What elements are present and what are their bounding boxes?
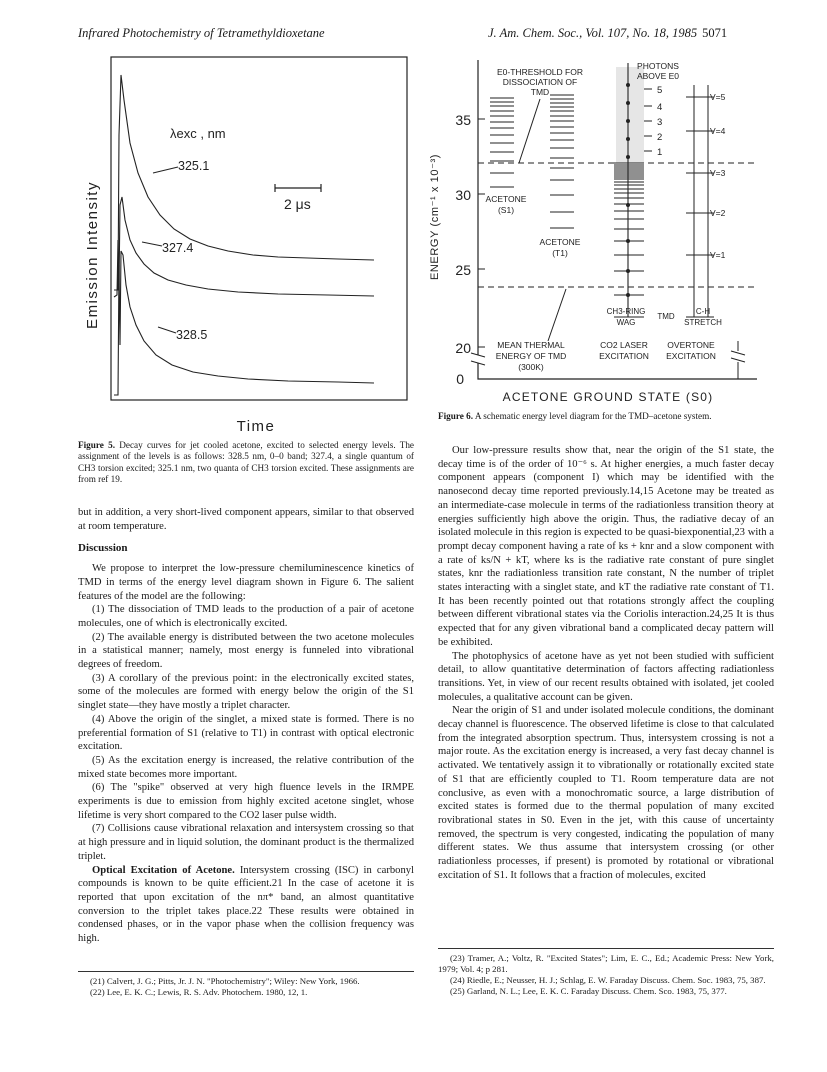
optical-excitation-paragraph (78, 864, 414, 946)
optical-excitation-heading: Optical Excitation of Acetone. (92, 864, 235, 876)
list-item: (4) Above the origin of the singlet, a mixed state is formed. There is no preferential formation of S1 (relative to T1) in contrast with optical electronic excitation. (78, 713, 414, 753)
fig6-vibrational-level-1: V=1 (710, 250, 726, 260)
reference-item: (21) Calvert, J. G.; Pitts, Jr. J. N. "Photochemistry"; Wiley: New York, 1966. (90, 976, 360, 986)
fig6-s1-levels (490, 98, 514, 187)
fig6-acetone-t1-state: (T1) (552, 248, 568, 258)
fig6-tick-label-0: 0 (456, 371, 464, 387)
reference-item: (22) Lee, E. K. C.; Lewis, R. S. Adv. Photochem. 1980, 12, 1. (90, 987, 308, 997)
discussion-heading: Discussion (78, 542, 128, 555)
figure-5-caption (78, 440, 414, 486)
fig6-t1-levels (550, 95, 574, 228)
fig6-ch-stretch-ladder (686, 85, 714, 317)
left-column-body (78, 506, 414, 946)
fig6-ch-label: C-H (695, 307, 711, 316)
reference-item: (24) Riedle, E.; Neusser, H. J.; Schlag, E. W. Faraday Discuss. Chem. Soc. 1983, 75, 387. (450, 975, 766, 985)
fig6-acetone-s1-state: (S1) (497, 205, 515, 215)
fig6-tick-label-20: 20 (455, 340, 471, 356)
fig5-label-arrow-325-1 (153, 167, 178, 173)
discussion-intro: We propose to interpret the low-pressure chemiluminescence kinetics of TMD in terms of the energy level diagram shown in Figure 6. The salient features of the model are the following: (78, 563, 414, 602)
list-item: (5) As the excitation energy is increased, the relative contribution of the mixed state becomes more important. (78, 754, 414, 780)
fig6-threshold-label-line3: TMD (530, 87, 550, 97)
fig6-photon-ticks (644, 89, 652, 151)
fig6-threshold-pointer (519, 99, 540, 163)
fig6-caption-label: Figure 6. (438, 411, 474, 421)
fig6-vibrational-level-4: V=4 (710, 126, 726, 136)
fig6-tick-label-30: 30 (455, 187, 471, 203)
fig6-stretch-label: STRETCH (684, 318, 722, 327)
paragraph: Our low-pressure results show that, near the origin of the S1 state, the decay time is of the order of 10⁻⁶ s. At higher energies, a much faster decay component appears (component I) which may be identified with the nanosecond decay time reported previously.14,15 Acetone may be treated as an intermediate-case molecule in terms of the radiationless transition theory at energies sufficiently high above the origin. Thus, the radiative decay of an isolated molecule in this region is expected to be quasi-biexponential,23 with a prompt decay component having a rate of ks + knr and a slow component with a rate of ks/N + kT, where ks is the radiative rate constant of pure singlet states, knr the radiationless transition rate constant, N the number of triplet states interacting with a singlet state, and kT the radiative rate constant of T1. It has been recently pointed out that rotations strongly affect the coupling between different vibrational states via the Coriolis interaction.24,25 It is thus expected that for any given vibrational band a complicated decay pattern will be exhibited. (438, 445, 774, 648)
figure-5-decay-curves (78, 55, 414, 440)
fig5-curve-label-327-4: 327.4 (162, 241, 194, 255)
fig6-ground-state-label: ACETONE GROUND STATE (S0) (502, 390, 714, 404)
fig6-tick-label-35: 35 (455, 112, 471, 128)
fig6-right-axis-break (731, 341, 745, 379)
reference-item: (23) Tramer, A.; Voltz, R. "Excited States"; Lim, E. C., Ed.; Academic Press: New York, 1979; Vol. 4; p 281. (438, 953, 774, 974)
fig5-label-arrow-327-4 (142, 242, 162, 246)
fig5-scale-bar-label: 2 μs (284, 196, 311, 212)
fig5-caption-label: Figure 5. (78, 440, 115, 450)
fig6-y-axis-label: ENERGY (cm⁻¹ x 10⁻³) (429, 153, 441, 281)
fig6-tmd-ladder (614, 63, 644, 317)
paragraph: Near the origin of S1 and under isolated molecule conditions, the dominant decay channel is fluorescence. The observed lifetime is close to that calculated from the integrated absorption spectrum. Thus, intersystem crossing is not a major route. As the excitation energy is increased, a very fast decay channel is activated. We tentatively assign it to vibrationally or rotationally excited state of S1 that are efficiently coupled to T1. Room temperature data are not conclusive, as even with a monochromatic source, a large distribution of excited states is formed due to the thermal population of many excited rovibrational states in S0. Even in the jet, with this cause of uncertainty removed, the spectrum is very congested, indicating the population of many different states. We thus assume that intersystem crossing (or other radiationless processes, if present) is promoted by rotational or vibrational excitation of S1. It follows that a fraction of molecules, excited (438, 705, 774, 881)
fig6-tick-label-25: 25 (455, 262, 471, 278)
left-footnote-rule (78, 971, 414, 972)
fig5-curve-label-328-5: 328.5 (176, 328, 208, 342)
fig5-plot-frame (111, 57, 407, 400)
fig6-vibrational-level-5: V=5 (710, 92, 726, 102)
fig6-ch3-ring-label: CH3-RING (606, 307, 646, 316)
optical-excitation-text: Intersystem crossing (ISC) in carbonyl compounds is known to be quite efficient.21 In the case of acetone it is reported that upon excitation of the nπ* band, an almost quantitative conversion to the triplet takes place.22 These results were obtained in condensed phases, or in the vapor phase when the collision frequency was high. (78, 864, 414, 945)
fig6-mean-thermal-label: MEAN THERMAL (497, 340, 565, 350)
running-title: Infrared Photochemistry of Tetramethyldioxetane (78, 26, 325, 40)
fig6-caption-text: A schematic energy level diagram for the TMD–acetone system. (474, 411, 712, 421)
fig5-curve-327-4 (114, 197, 374, 297)
fig6-co2-laser-label: CO2 LASER (600, 340, 648, 350)
fig6-photon-count-2: 2 (657, 132, 663, 143)
list-item: (7) Collisions cause vibrational relaxation and intersystem crossing so that at high pressure and in liquid solution, the dominant product is the thermalized triplet. (78, 823, 414, 862)
fig6-ch3-wag-label: WAG (616, 318, 636, 327)
fig6-overtone-label: OVERTONE (667, 340, 715, 350)
fig6-mean-thermal-temp: (300K) (518, 362, 544, 372)
fig5-legend-title: λexc , nm (170, 126, 226, 141)
reference-item: (25) Garland, N. L.; Lee, E. K. C. Faraday Discuss. Chem. Sco. 1983, 75, 377. (450, 986, 727, 996)
journal-citation (488, 26, 727, 41)
list-item: (3) A corollary of the previous point: in the electronically excited states, some of the molecules are formed with energy below the origin of the S1 singlet state—they have mostly a triplet character. (78, 672, 414, 712)
fig6-acetone-t1-label: ACETONE (539, 237, 581, 247)
figure-6-energy-diagram (418, 55, 774, 411)
fig5-x-axis-label: Time (236, 418, 276, 435)
fig6-photon-count-3: 3 (657, 117, 663, 128)
right-references (438, 953, 774, 997)
fig5-curve-325-1 (114, 75, 374, 290)
fig6-overtone-excitation-label: EXCITATION (666, 351, 716, 361)
left-references (78, 976, 414, 998)
continuation-paragraph: but in addition, a very short-lived component appears, similar to that observed at room temperature. (78, 507, 414, 532)
fig5-label-arrow-328-5 (158, 327, 176, 333)
journal-name: J. Am. Chem. Soc., Vol. 107, No. 18, 1985 (488, 26, 698, 40)
fig5-y-axis-label: Emission Intensity (84, 181, 101, 329)
fig6-photons-label-line2: ABOVE E0 (636, 71, 680, 81)
fig6-thermal-pointer (548, 289, 566, 341)
fig6-photons-label-line1: PHOTONS (637, 61, 679, 71)
fig6-acetone-s1-label: ACETONE (485, 194, 527, 204)
fig6-vibrational-level-3: V=3 (710, 168, 726, 178)
fig6-tmd-mode-label: TMD (657, 312, 675, 321)
list-item: (6) The "spike" observed at very high fluence levels in the IRMPE experiments is due to emission from highly excited acetone singlet, whose lifetime is very short compared to the CO2 laser pulse width. (78, 782, 414, 821)
page-number: 5071 (702, 26, 728, 40)
fig6-threshold-label-line2: DISSOCIATION OF (502, 77, 578, 87)
fig5-curve-label-325-1: 325.1 (178, 159, 210, 173)
fig6-axis-break (471, 353, 485, 365)
fig6-photon-count-4: 4 (657, 102, 663, 113)
fig6-photon-count-1: 1 (657, 147, 663, 158)
fig6-photon-count-5: 5 (657, 85, 663, 96)
figure-6-caption (438, 411, 774, 422)
fig6-mean-thermal-energy: ENERGY OF TMD (495, 351, 567, 361)
list-item: (1) The dissociation of TMD leads to the production of a pair of acetone molecules, one of which is electronically excited. (78, 604, 414, 629)
right-footnote-rule (438, 948, 774, 949)
fig6-threshold-label-line1: E0-THRESHOLD FOR (497, 67, 583, 77)
list-item: (2) The available energy is distributed between the two acetone molecules in a statistical manner; namely, most energy is funneled into vibrational degrees of freedom. (78, 631, 414, 671)
fig6-co2-excitation-label: EXCITATION (599, 351, 649, 361)
fig6-vibrational-level-2: V=2 (710, 208, 726, 218)
fig5-caption-text: Decay curves for jet cooled acetone, excited to selected energy levels. The assignment of the levels is as follows: 328.5 nm, 0–0 band; 327.4, a single quantum of CH3 torsion excited; 325.1 nm, two quanta of CH3 torsion excited. These assignments are from ref 19. (78, 440, 415, 485)
right-column-body (438, 444, 774, 883)
paragraph: The photophysics of acetone have as yet not been studied with sufficient detail, to allow quantitative determination of factors affecting radiationless transitions. Yet, in view of our recent results obtained with isolated, jet cooled molecules, a qualitative account can be given. (438, 650, 774, 703)
